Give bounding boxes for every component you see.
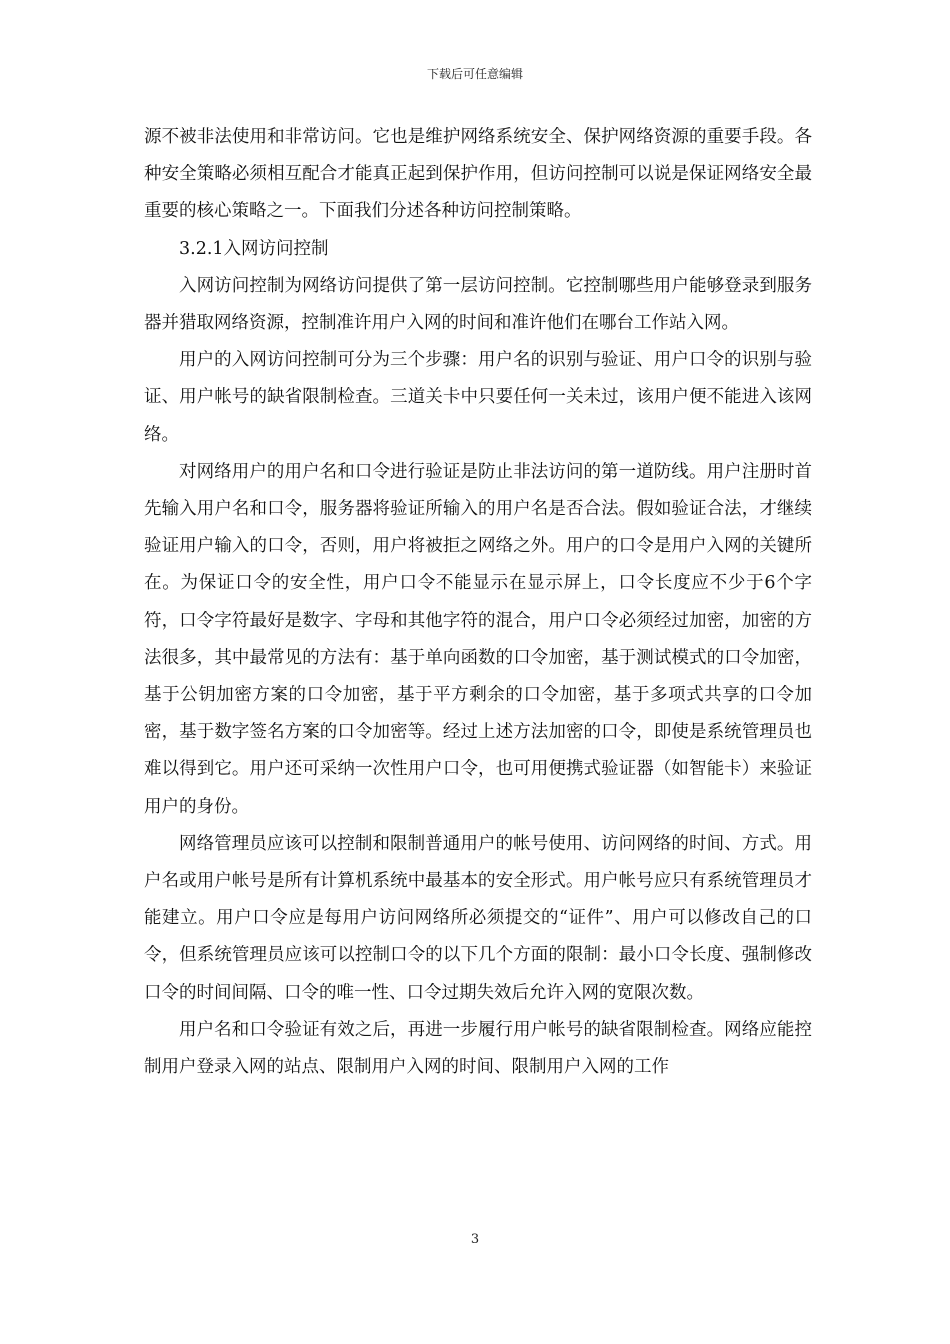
paragraph: 用户名和口令验证有效之后，再进一步履行用户帐号的缺省限制检查。网络应能控制用户登录入网的站点、限制用户入网的时间、限制用户入网的工作 xyxy=(144,1019,812,1078)
paragraph: 对网络用户的用户名和口令进行验证是防止非法访问的第一道防线。用户注册时首先输入用户名和口令，服务器将验证所输入的用户名是否合法。假如验证合法，才继续验证用户输入的口令，否则，用户将被拒之网络之外。用户的口令是用户入网的关键所在。为保证口令的安全性，用户口令不能显示在显示屏上，口令长度应不少于6个字符，口令字符最好是数字、字母和其他字符的混合，用户口令必须经过加密，加密的方法很多，其中最常见的方法有：基于单向函数的口令加密，基于测试模式的口令加密，基于公钥加密方案的口令加密，基于平方剩余的口令加密，基于多项式共享的口令加密，基于数字签名方案的口令加密等。经过上述方法加密的口令，即使是系统管理员也难以得到它。用户还可采纳一次性用户口令，也可用便携式验证器（如智能卡）来验证用户的身份。 xyxy=(144,461,812,817)
paragraph: 用户的入网访问控制可分为三个步骤：用户名的识别与验证、用户口令的识别与验证、用户帐号的缺省限制检查。三道关卡中只要任何一关未过，该用户便不能进入该网络。 xyxy=(144,350,812,445)
page-header: 下载后可任意编辑 xyxy=(426,67,523,81)
paragraph-continuation: 源不被非法使用和非常访问。它也是维护网络系统安全、保护网络资源的重要手段。各种安全策略必须相互配合才能真正起到保护作用，但访问控制可以说是保证网络安全最重要的核心策略之一。下面我们分述各种访问控制策略。 xyxy=(144,127,812,222)
paragraph: 网络管理员应该可以控制和限制普通用户的帐号使用、访问网络的时间、方式。用户名或用户帐号是所有计算机系统中最基本的安全形式。用户帐号应只有系统管理员才能建立。用户口令应是每用户访问网络所必须提交的“证件”、用户可以修改自己的口令，但系统管理员应该可以控制口令的以下几个方面的限制：最小口令长度、强制修改口令的时间间隔、口令的唯一性、口令过期失效后允许入网的宽限次数。 xyxy=(144,833,812,1003)
page-number: 3 xyxy=(470,1232,480,1247)
paragraph: 入网访问控制为网络访问提供了第一层访问控制。它控制哪些用户能够登录到服务器并猎取网络资源，控制准许用户入网的时间和准许他们在哪台工作站入网。 xyxy=(144,275,812,334)
body-text xyxy=(144,119,812,1086)
section-heading: 3.2.1入网访问控制 xyxy=(179,238,329,259)
